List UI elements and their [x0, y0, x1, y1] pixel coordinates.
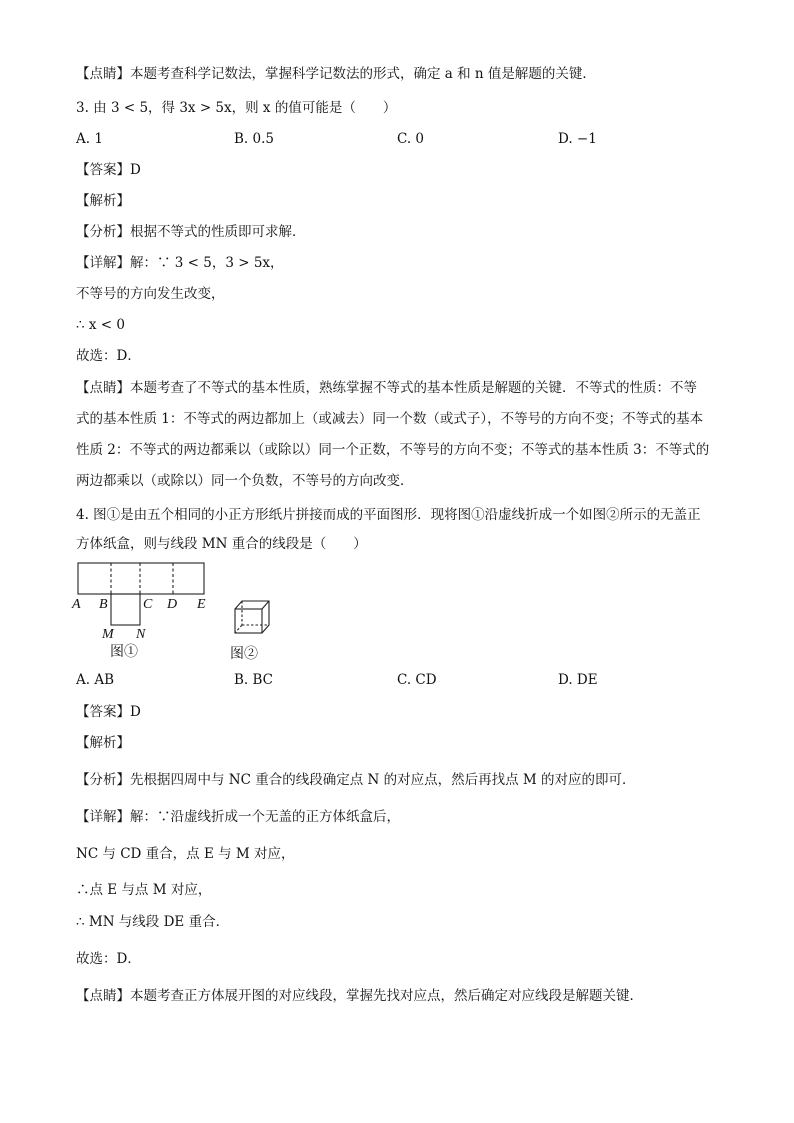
q3-option-a: A. 1 — [76, 131, 103, 147]
q4-solution-line-2: ∴点 E 与点 M 对应， — [76, 882, 212, 898]
q4-solution-line-1: NC 与 CD 重合，点 E 与 M 对应， — [76, 846, 295, 862]
q4-choice: 故选：D． — [76, 951, 141, 967]
label-a: A — [72, 597, 81, 612]
q3-solution: 【详解】解：∵ 3 < 5，3 > 5x， — [76, 255, 284, 271]
q4-option-b: B. BC — [234, 672, 274, 688]
q3-remark-2: 式的基本性质 1：不等式的两边都加上（或减去）同一个数（或式子），不等号的方向不变；不等式的基本 — [76, 411, 704, 427]
q4-analysis: 【分析】先根据四周中与 NC 重合的线段确定点 N 的对应点，然后再找点 M 的对应的即可． — [76, 772, 636, 788]
q3-remark-4: 两边都乘以（或除以）同一个负数，不等号的方向改变． — [76, 473, 414, 489]
q3-option-c: C. 0 — [397, 131, 425, 147]
q3-answer: 【答案】D — [76, 162, 141, 178]
q4-option-c: C. CD — [397, 672, 437, 688]
question-4-stem-1: 4. 图①是由五个相同的小正方形纸片拼接而成的平面图形．现将图①沿虚线折成一个如图②所示的无盖正 — [76, 507, 701, 523]
question-3-stem: 3. 由 3 < 5，得 3x > 5x，则 x 的值可能是（ ） — [76, 100, 397, 116]
figure-1-caption: 图① — [110, 645, 138, 660]
figure-2-caption: 图② — [230, 647, 258, 662]
q4-option-d: D. DE — [558, 672, 598, 688]
q4-remark: 【点睛】本题考查正方体展开图的对应线段，掌握先找对应点，然后确定对应线段是解题关键． — [76, 988, 643, 1004]
q3-choice: 故选：D． — [76, 348, 141, 364]
label-b: B — [99, 597, 108, 612]
q3-remark-1: 【点睛】本题考查了不等式的基本性质，熟练掌握不等式的基本性质是解题的关键．不等式的性质：不等 — [76, 380, 697, 396]
net-top-row — [78, 563, 204, 594]
question-4-stem-2: 方体纸盒，则与线段 MN 重合的线段是（ ） — [76, 536, 367, 552]
label-m: M — [102, 627, 114, 642]
q3-analysis: 【分析】根据不等式的性质即可求解． — [76, 224, 306, 240]
label-n: N — [136, 627, 146, 642]
q3-solution-line-2: ∴ x < 0 — [76, 317, 125, 333]
label-d: D — [167, 597, 178, 612]
q3-option-b: B. 0.5 — [234, 131, 274, 147]
q3-remark-3: 性质 2：不等式的两边都乘以（或除以）同一个正数，不等号的方向不变；不等式的基本性质 3：不等式的 — [76, 442, 710, 458]
q4-option-a: A. AB — [76, 672, 115, 688]
net-bottom-square — [111, 594, 140, 625]
q4-answer: 【答案】D — [76, 704, 141, 720]
label-e: E — [197, 597, 206, 612]
q4-solution: 【详解】解：∵沿虚线折成一个无盖的正方体纸盒后， — [76, 809, 400, 825]
q3-solution-line-1: 不等号的方向发生改变， — [76, 286, 225, 302]
q4-analysis-heading: 【解析】 — [76, 735, 130, 751]
figure-2-cube — [226, 592, 276, 664]
q3-analysis-heading: 【解析】 — [76, 193, 130, 209]
q2-remark: 【点睛】本题考查科学记数法，掌握科学记数法的形式，确定 a 和 n 值是解题的关键． — [76, 66, 596, 82]
q3-option-d: D. −1 — [558, 131, 597, 147]
figure-1-net — [70, 560, 220, 664]
q4-solution-line-3: ∴ MN 与线段 DE 重合． — [76, 914, 230, 930]
label-c: C — [143, 597, 153, 612]
